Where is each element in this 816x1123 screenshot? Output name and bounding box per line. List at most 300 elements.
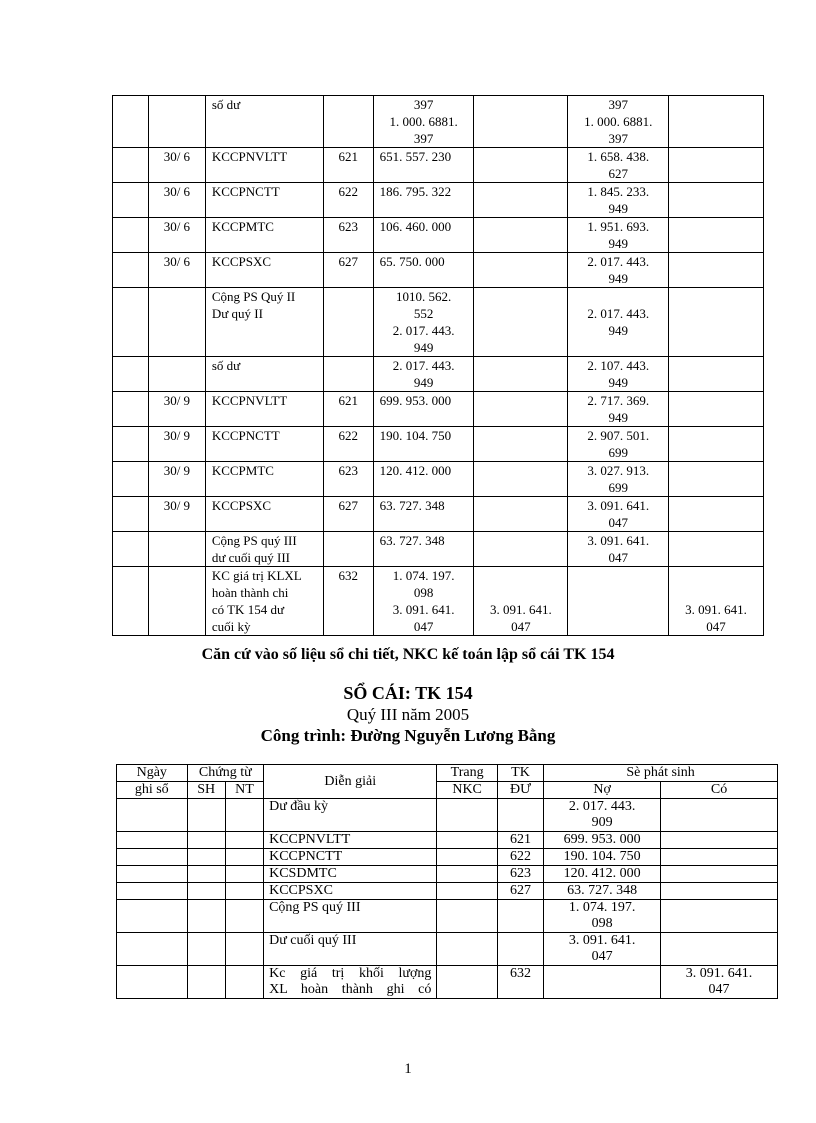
cell-debit — [544, 832, 661, 849]
cell-line: KCCPMTC — [211, 219, 274, 234]
cell-sh — [187, 933, 225, 966]
cell-line: 047 — [608, 550, 628, 565]
cell-balance-debit — [568, 427, 669, 462]
cell-line: KCCPNVLTT — [211, 149, 288, 164]
cell-page — [437, 849, 497, 866]
cell-date: 30/ 9 — [148, 497, 205, 532]
cell-account — [323, 288, 373, 357]
cell-desc — [264, 883, 437, 900]
cell-sh — [187, 966, 225, 999]
cell-nt — [225, 883, 263, 900]
cell-line: 949 — [413, 375, 434, 390]
cell-blank — [113, 427, 149, 462]
cell-debit — [544, 866, 661, 883]
cell-page — [437, 832, 497, 849]
cell-line: Dư đầu kỳ — [269, 799, 329, 814]
cell-account: 621 — [323, 392, 373, 427]
continuation-ledger-table — [112, 95, 764, 636]
cell-line: 1. 658. 438. — [587, 149, 650, 164]
cell-account: 621 — [323, 148, 373, 183]
cell-line: 098 — [413, 585, 434, 600]
ledger-row — [117, 849, 778, 866]
cell-page — [437, 933, 497, 966]
cell-line: 949 — [608, 271, 628, 286]
ledger-row — [117, 866, 778, 883]
cell-date: 30/ 6 — [148, 148, 205, 183]
cell-line — [480, 567, 561, 584]
cell-account: 627 — [323, 253, 373, 288]
cell-debit — [373, 462, 474, 497]
cell-blank — [113, 218, 149, 253]
cell-desc — [205, 427, 323, 462]
cell-blank — [113, 183, 149, 218]
cell-date: 30/ 6 — [148, 183, 205, 218]
ledger-row — [117, 799, 778, 832]
cell-line: KCCPSXC — [269, 883, 333, 898]
cell-line: 2. 107. 443. — [587, 358, 650, 373]
cell-line: 949 — [608, 375, 628, 390]
cell-balance-credit — [669, 427, 764, 462]
cell-blank — [113, 357, 149, 392]
cell-line: 63. 727. 348 — [379, 533, 445, 548]
cell-line: KCCPNCTT — [211, 184, 280, 199]
cell-credit — [474, 567, 568, 636]
cell-date — [117, 866, 188, 883]
cell-line — [675, 567, 757, 584]
cell-balance-credit — [669, 253, 764, 288]
cell-blank — [113, 462, 149, 497]
cell-debit — [373, 567, 474, 636]
table-row — [113, 392, 764, 427]
cell-balance-credit — [669, 567, 764, 636]
header-voucher: Chứng từ — [187, 765, 264, 782]
cell-page — [437, 966, 497, 999]
cell-line: 120. 412. 000 — [379, 463, 452, 478]
header-amount: Sè phát sinh — [544, 765, 778, 782]
cell-line: 699 — [608, 480, 628, 495]
cell-date: 30/ 6 — [148, 253, 205, 288]
cell-line: KCCPNVLTT — [211, 393, 288, 408]
cell-sh — [187, 799, 225, 832]
cell-account: 623 — [497, 866, 543, 883]
cell-desc — [264, 966, 437, 999]
cell-line: 1. 074. 197. — [392, 568, 455, 583]
cell-account — [323, 96, 373, 148]
cell-balance-credit — [669, 497, 764, 532]
cell-nt — [225, 799, 263, 832]
cell-line: 949 — [608, 323, 628, 338]
cell-page — [437, 866, 497, 883]
table-row — [113, 567, 764, 636]
cell-line: KCCPNVLTT — [269, 832, 351, 847]
cell-line: 949 — [608, 410, 628, 425]
cell-line: 3. 091. 641. — [587, 498, 650, 513]
cell-line: 120. 412. 000 — [563, 866, 641, 881]
header-sh: SH — [187, 782, 225, 799]
cell-debit — [373, 497, 474, 532]
cell-credit — [474, 218, 568, 253]
cell-balance-debit — [568, 148, 669, 183]
cell-line: 1. 000. 6881. — [389, 114, 458, 129]
cell-credit — [661, 849, 778, 866]
cell-balance-debit — [568, 462, 669, 497]
cell-line: 2. 017. 443. — [587, 254, 650, 269]
cell-sh — [187, 900, 225, 933]
cell-desc — [264, 849, 437, 866]
cell-line: 2. 017. 443. — [392, 323, 455, 338]
cell-credit — [474, 357, 568, 392]
cell-date — [117, 883, 188, 900]
cell-line: XL hoàn thành ghi có — [269, 982, 432, 997]
cell-line: KCCPMTC — [211, 463, 274, 478]
cell-debit — [373, 148, 474, 183]
cell-page — [437, 799, 497, 832]
cell-line: 047 — [413, 619, 434, 634]
cell-line: 397 — [413, 131, 434, 146]
cell-credit — [661, 799, 778, 832]
cell-credit — [474, 462, 568, 497]
cell-line: 1. 074. 197. — [568, 900, 636, 915]
cell-balance-credit — [669, 357, 764, 392]
cell-balance-credit — [669, 218, 764, 253]
cell-sh — [187, 849, 225, 866]
table-row — [113, 183, 764, 218]
intro-text: Căn cứ vào số liệu sổ chi tiết, NKC kế toán lập sổ cái TK 154 — [201, 646, 615, 663]
cell-desc — [205, 532, 323, 567]
cell-line: 3. 091. 641. — [392, 602, 455, 617]
cell-balance-debit — [568, 253, 669, 288]
cell-line: 2. 717. 369. — [587, 393, 650, 408]
cell-credit — [474, 96, 568, 148]
cell-line: 098 — [591, 916, 613, 931]
cell-credit — [474, 253, 568, 288]
cell-line: có TK 154 dư — [211, 602, 284, 617]
cell-date — [148, 532, 205, 567]
cell-line: 63. 727. 348 — [379, 498, 445, 513]
cell-line: KCCPNCTT — [269, 849, 343, 864]
cell-date: 30/ 9 — [148, 462, 205, 497]
cell-line: 63. 727. 348 — [567, 883, 638, 898]
cell-date — [117, 799, 188, 832]
cell-line: 552 — [413, 306, 434, 321]
cell-credit — [474, 148, 568, 183]
cell-line: 106. 460. 000 — [379, 219, 452, 234]
table-row — [113, 96, 764, 148]
cell-credit — [474, 288, 568, 357]
cell-date: 30/ 9 — [148, 392, 205, 427]
cell-debit — [544, 933, 661, 966]
cell-line: KC giá trị KLXL — [211, 568, 302, 583]
cell-nt — [225, 832, 263, 849]
header-page-line2: NKC — [437, 782, 497, 799]
header-date-line2: ghi sổ — [117, 782, 188, 799]
header-desc: Diễn giải — [264, 765, 437, 799]
cell-line: 949 — [608, 201, 628, 216]
ledger-row — [117, 933, 778, 966]
ledger-project: Công trình: Đường Nguyễn Lương Bằng — [260, 726, 556, 745]
cell-desc — [205, 288, 323, 357]
cell-line: 186. 795. 322 — [379, 184, 452, 199]
cell-balance-debit — [568, 392, 669, 427]
cell-line: 047 — [591, 949, 613, 964]
cell-page — [437, 900, 497, 933]
cell-desc — [205, 567, 323, 636]
cell-line: 397 — [608, 131, 628, 146]
cell-nt — [225, 866, 263, 883]
cell-desc — [205, 96, 323, 148]
cell-line: số dư — [211, 358, 241, 373]
cell-desc — [264, 933, 437, 966]
cell-line: 2. 017. 443. — [587, 306, 650, 321]
cell-line: 3. 091. 641. — [587, 533, 650, 548]
cell-credit — [474, 183, 568, 218]
cell-line: dư cuối quý III — [211, 550, 290, 565]
cell-credit — [661, 832, 778, 849]
cell-account — [323, 532, 373, 567]
cell-line: 2. 017. 443. — [392, 358, 455, 373]
cell-line: 651. 557. 230 — [379, 149, 452, 164]
cell-line: 65. 750. 000 — [379, 254, 445, 269]
cell-line: Cộng PS quý III — [211, 533, 297, 548]
ledger-quarter: Quý III năm 2005 — [346, 705, 470, 724]
cell-nt — [225, 966, 263, 999]
cell-blank — [113, 392, 149, 427]
cell-balance-debit — [568, 183, 669, 218]
cell-credit — [661, 966, 778, 999]
cell-balance-credit — [669, 96, 764, 148]
cell-desc — [205, 148, 323, 183]
cell-line: Kc giá trị khối lượng — [269, 966, 432, 981]
cell-date — [117, 832, 188, 849]
cell-balance-debit — [568, 532, 669, 567]
cell-line: Cộng PS quý III — [269, 900, 361, 915]
cell-desc — [264, 900, 437, 933]
cell-line: KCCPSXC — [211, 498, 272, 513]
cell-desc — [205, 497, 323, 532]
cell-line: KCCPSXC — [211, 254, 272, 269]
cell-line: hoàn thành chi — [211, 585, 289, 600]
cell-desc — [205, 218, 323, 253]
cell-credit — [661, 883, 778, 900]
table-row — [113, 253, 764, 288]
cell-balance-debit — [568, 497, 669, 532]
cell-debit — [544, 900, 661, 933]
cell-line: cuối kỳ — [211, 619, 251, 634]
cell-line: 627 — [608, 166, 628, 181]
cell-page — [437, 883, 497, 900]
cell-debit — [373, 392, 474, 427]
cell-account: 622 — [497, 849, 543, 866]
header-credit: Có — [661, 782, 778, 799]
cell-desc — [264, 799, 437, 832]
header-nt: NT — [225, 782, 263, 799]
cell-line: 3. 091. 641. — [490, 602, 552, 617]
cell-account — [497, 799, 543, 832]
cell-debit — [373, 532, 474, 567]
table-row — [113, 148, 764, 183]
general-ledger-table — [116, 764, 778, 999]
header-date — [117, 765, 188, 782]
table-row — [113, 532, 764, 567]
cell-credit — [661, 866, 778, 883]
cell-credit — [661, 933, 778, 966]
cell-line: 047 — [608, 515, 628, 530]
cell-debit — [544, 966, 661, 999]
cell-date — [148, 288, 205, 357]
cell-desc — [205, 183, 323, 218]
cell-line: 1. 951. 693. — [587, 219, 650, 234]
cell-desc — [264, 832, 437, 849]
cell-blank — [113, 567, 149, 636]
cell-blank — [113, 253, 149, 288]
header-page: Trang — [437, 765, 497, 782]
cell-account — [497, 933, 543, 966]
cell-line: số dư — [211, 97, 241, 112]
cell-balance-credit — [669, 183, 764, 218]
cell-date — [148, 96, 205, 148]
cell-credit — [474, 392, 568, 427]
cell-line: 190. 104. 750 — [379, 428, 452, 443]
cell-credit — [474, 497, 568, 532]
cell-debit — [373, 427, 474, 462]
table-row — [113, 497, 764, 532]
cell-balance-credit — [669, 392, 764, 427]
cell-date — [148, 567, 205, 636]
cell-account: 632 — [323, 567, 373, 636]
cell-debit — [373, 253, 474, 288]
cell-debit — [373, 218, 474, 253]
cell-sh — [187, 883, 225, 900]
cell-balance-debit — [568, 96, 669, 148]
cell-account — [497, 900, 543, 933]
cell-blank — [113, 96, 149, 148]
cell-line: 2. 017. 443. — [568, 799, 636, 814]
cell-blank — [113, 288, 149, 357]
cell-nt — [225, 849, 263, 866]
cell-line: 3. 091. 641. — [685, 602, 747, 617]
cell-account: 623 — [323, 462, 373, 497]
cell-line: 3. 027. 913. — [587, 463, 650, 478]
cell-account: 627 — [323, 497, 373, 532]
cell-account: 622 — [323, 183, 373, 218]
cell-balance-debit — [568, 357, 669, 392]
table-row — [113, 427, 764, 462]
ledger-row — [117, 832, 778, 849]
ledger-title: SỔ CÁI: TK 154 — [343, 683, 473, 703]
cell-date — [148, 357, 205, 392]
cell-debit — [373, 96, 474, 148]
cell-balance-debit — [568, 288, 669, 357]
cell-nt — [225, 933, 263, 966]
page-number: 1 — [404, 1061, 412, 1077]
cell-line: 1010. 562. — [395, 289, 452, 304]
cell-date: 30/ 6 — [148, 218, 205, 253]
cell-blank — [113, 148, 149, 183]
cell-credit — [474, 532, 568, 567]
cell-blank — [113, 532, 149, 567]
header-acc: TK — [497, 765, 543, 782]
cell-date — [117, 933, 188, 966]
cell-line: 949 — [413, 340, 434, 355]
header-debit: Nợ — [544, 782, 661, 799]
cell-line — [675, 584, 757, 601]
cell-line: 3. 091. 641. — [685, 966, 753, 981]
cell-line: 909 — [591, 815, 613, 830]
cell-account: 632 — [497, 966, 543, 999]
cell-line: 949 — [608, 236, 628, 251]
cell-balance-debit — [568, 567, 669, 636]
ledger-row — [117, 900, 778, 933]
cell-line: KCSDMTC — [269, 866, 337, 881]
cell-date: 30/ 9 — [148, 427, 205, 462]
cell-line: 699. 953. 000 — [379, 393, 452, 408]
table-row — [113, 462, 764, 497]
cell-credit — [474, 427, 568, 462]
cell-line: 699 — [608, 445, 628, 460]
cell-desc — [264, 866, 437, 883]
cell-date — [117, 966, 188, 999]
cell-debit — [544, 799, 661, 832]
cell-line: 047 — [511, 619, 531, 634]
cell-account — [323, 357, 373, 392]
cell-line: 3. 091. 641. — [568, 933, 636, 948]
cell-line: 1. 000. 6881. — [584, 114, 653, 129]
ledger-header-row-1 — [117, 765, 778, 782]
cell-balance-credit — [669, 532, 764, 567]
header-date-line1: Ngày — [136, 765, 167, 780]
cell-desc — [205, 253, 323, 288]
ledger-row — [117, 883, 778, 900]
cell-balance-credit — [669, 288, 764, 357]
cell-sh — [187, 866, 225, 883]
cell-line — [480, 584, 561, 601]
cell-balance-credit — [669, 148, 764, 183]
cell-debit — [373, 183, 474, 218]
cell-account: 627 — [497, 883, 543, 900]
cell-line: Dư quý II — [211, 306, 263, 321]
cell-debit — [544, 849, 661, 866]
table-row — [113, 357, 764, 392]
ledger-row — [117, 966, 778, 999]
cell-account: 623 — [323, 218, 373, 253]
cell-account: 621 — [497, 832, 543, 849]
cell-credit — [661, 900, 778, 933]
cell-line: 397 — [608, 97, 628, 112]
cell-account: 622 — [323, 427, 373, 462]
cell-date — [117, 849, 188, 866]
cell-line: 047 — [708, 982, 730, 997]
cell-line: 047 — [706, 619, 726, 634]
cell-line: Cộng PS Quý II — [211, 289, 296, 304]
cell-balance-debit — [568, 218, 669, 253]
table-row — [113, 218, 764, 253]
cell-line: 699. 953. 000 — [563, 832, 641, 847]
cell-desc — [205, 392, 323, 427]
cell-blank — [113, 497, 149, 532]
cell-desc — [205, 462, 323, 497]
cell-desc — [205, 357, 323, 392]
cell-nt — [225, 900, 263, 933]
table-row — [113, 288, 764, 357]
cell-debit — [373, 357, 474, 392]
cell-date — [117, 900, 188, 933]
cell-sh — [187, 832, 225, 849]
cell-line: KCCPNCTT — [211, 428, 280, 443]
ledger-header-row-2 — [117, 782, 778, 799]
header-acc-line2: ĐƯ — [497, 782, 543, 799]
cell-debit — [373, 288, 474, 357]
cell-line: 190. 104. 750 — [563, 849, 641, 864]
